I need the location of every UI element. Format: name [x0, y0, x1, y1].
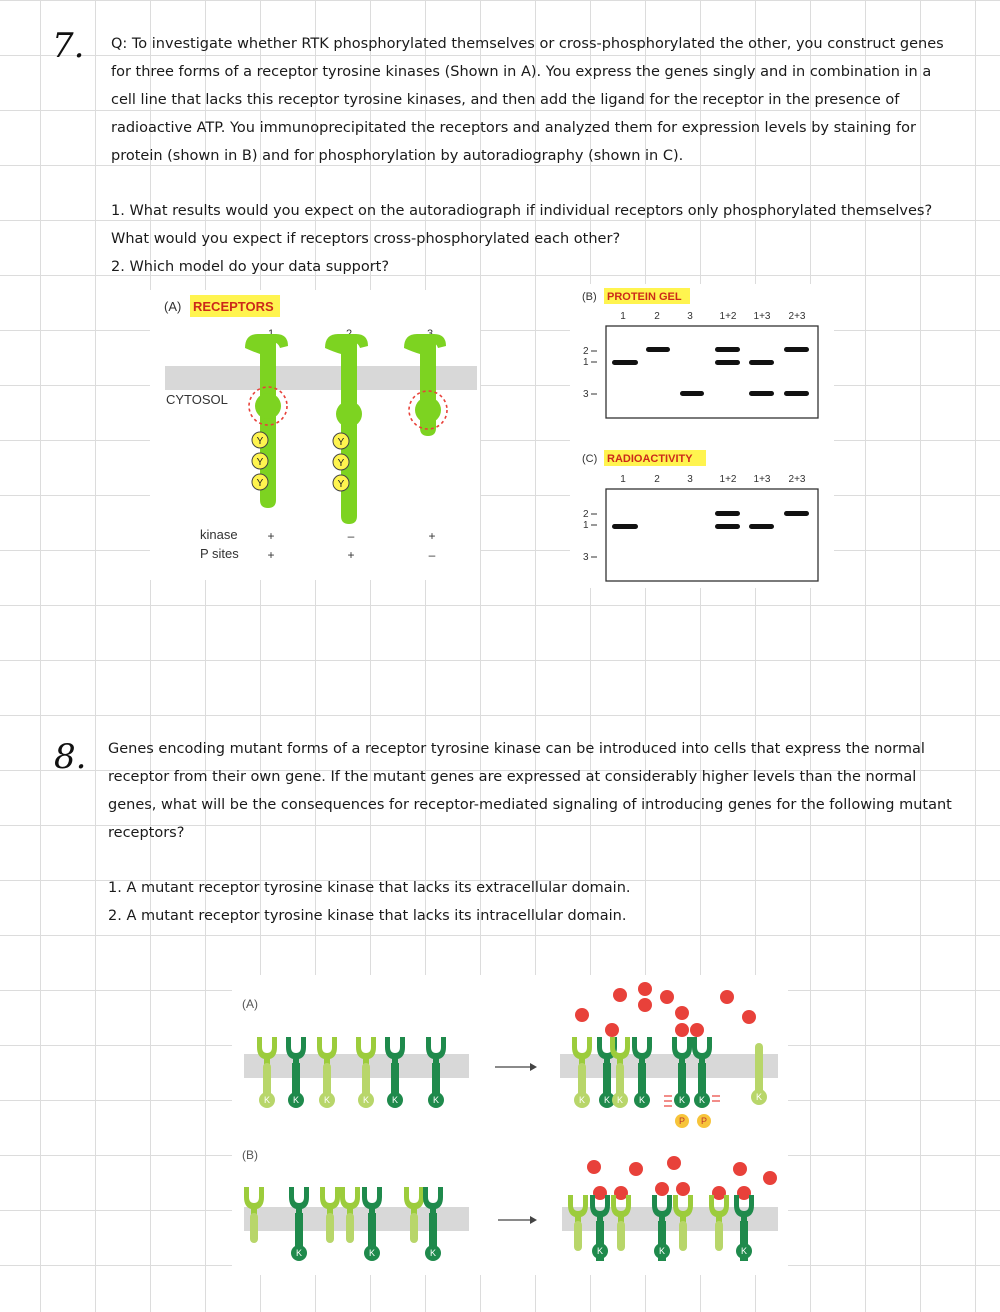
- kinase-letter: K: [429, 1248, 437, 1258]
- kinase-letter: K: [616, 1095, 624, 1105]
- band: [784, 347, 809, 352]
- figure-a-label: (A): [164, 299, 182, 314]
- marker-label: 1: [583, 520, 589, 531]
- lane-label: 1+3: [753, 474, 771, 485]
- marker-label: 2: [583, 346, 589, 357]
- text-line: 2. Which model do your data support?: [111, 259, 390, 275]
- figure-mutant-receptors: [232, 975, 788, 1275]
- phospho-letter: P: [700, 1116, 708, 1126]
- gel-b-title: PROTEIN GEL: [607, 291, 682, 303]
- figure-gels: [570, 284, 834, 588]
- kinase-letter: K: [263, 1095, 271, 1105]
- text-line: cell line that lacks this receptor tyrosine kinases, and then add the ligand for the receptor in the presence of: [111, 92, 900, 108]
- kinase-letter: K: [578, 1095, 586, 1105]
- band: [646, 347, 670, 352]
- text-line: Q: To investigate whether RTK phosphorylated themselves or cross-phosphorylated the other, you construct genes: [111, 36, 944, 52]
- kinase-letter: K: [638, 1095, 646, 1105]
- kinase-value: +: [267, 529, 275, 543]
- band: [612, 524, 638, 529]
- tyrosine-label: Y: [337, 458, 345, 469]
- kinase-letter: K: [292, 1095, 300, 1105]
- band: [784, 511, 809, 516]
- tyrosine-label: Y: [256, 457, 264, 468]
- psite-value: +: [267, 548, 275, 562]
- marker-label: 3: [583, 389, 589, 400]
- band: [784, 391, 809, 396]
- fig8-a-label: (A): [242, 997, 258, 1011]
- text-line: 2. A mutant receptor tyrosine kinase that lacks its intracellular domain.: [108, 908, 627, 924]
- kinase-letter: K: [362, 1095, 370, 1105]
- question-8-number: 8.: [54, 737, 87, 777]
- membrane: [560, 1054, 778, 1078]
- lane-label: 3: [687, 474, 693, 485]
- kinase-letter: K: [323, 1095, 331, 1105]
- text-line: radioactive ATP. You immunoprecipitated the receptors and analyzed them for expression levels by staining for: [111, 120, 916, 136]
- psites-row-label: P sites: [200, 546, 239, 561]
- phospho-letter: P: [678, 1116, 686, 1126]
- text-line: receptors?: [108, 825, 185, 841]
- kinase-letter: K: [432, 1095, 440, 1105]
- question-7-subquestions: [111, 197, 932, 281]
- kinase-row-label: kinase: [200, 527, 238, 542]
- kinase-letter: K: [698, 1095, 706, 1105]
- lane-label: 1: [620, 311, 626, 322]
- lane-label: 2+3: [788, 474, 806, 485]
- text-line: for three forms of a receptor tyrosine kinases (Shown in A). You express the genes singly and in combination in a: [111, 64, 932, 80]
- psite-value: +: [347, 548, 355, 562]
- question-7-number: 7.: [52, 26, 85, 66]
- kinase-letter: K: [755, 1092, 763, 1102]
- psite-value: –: [428, 548, 436, 562]
- text-line: receptor from their own gene. If the mutant genes are expressed at considerably higher levels than the normal: [108, 769, 917, 785]
- figure-receptors: [150, 290, 480, 580]
- kinase-letter: K: [603, 1095, 611, 1105]
- gel-c-label: (C): [582, 453, 598, 465]
- figure-a-title: RECEPTORS: [193, 299, 274, 314]
- lane-label: 1+2: [719, 474, 737, 485]
- lane-label: 2+3: [788, 311, 806, 322]
- kinase-value: –: [347, 529, 355, 543]
- question-8-subquestions: [108, 874, 631, 930]
- text-line: genes, what will be the consequences for receptor-mediated signaling of introducing genes for the following mutant: [108, 797, 952, 813]
- lane-label: 2: [654, 311, 660, 322]
- lane-label: 1: [620, 474, 626, 485]
- kinase-letter: K: [678, 1095, 686, 1105]
- question-8-text: [108, 735, 952, 847]
- kinase-letter: K: [658, 1246, 666, 1256]
- text-line: 1. A mutant receptor tyrosine kinase that lacks its extracellular domain.: [108, 880, 631, 896]
- tyrosine-label: Y: [256, 478, 264, 489]
- fig8-b-label: (B): [242, 1148, 258, 1162]
- kinase-letter: K: [368, 1248, 376, 1258]
- kinase-letter: K: [596, 1246, 604, 1256]
- tyrosine-label: Y: [337, 479, 345, 490]
- band: [680, 391, 704, 396]
- lane-label: 2: [654, 474, 660, 485]
- tyrosine-label: Y: [256, 436, 264, 447]
- band: [715, 511, 740, 516]
- gel-c-title: RADIOACTIVITY: [607, 453, 693, 465]
- kinase-letter: K: [740, 1246, 748, 1256]
- marker-label: 1: [583, 357, 589, 368]
- kinase-value: +: [428, 529, 436, 543]
- marker-label: 2: [583, 509, 589, 520]
- text-line: What would you expect if receptors cross-phosphorylated each other?: [111, 231, 621, 247]
- lane-label: 1+3: [753, 311, 771, 322]
- lane-label: 1+2: [719, 311, 737, 322]
- tyrosine-label: Y: [337, 437, 345, 448]
- kinase-letter: K: [295, 1248, 303, 1258]
- marker-label: 3: [583, 552, 589, 563]
- band: [715, 360, 740, 365]
- kinase-letter: K: [391, 1095, 399, 1105]
- lane-label: 3: [687, 311, 693, 322]
- band: [612, 360, 638, 365]
- gel-b-label: (B): [582, 291, 597, 303]
- band: [715, 524, 740, 529]
- text-line: Genes encoding mutant forms of a receptor tyrosine kinase can be introduced into cells that express the normal: [108, 741, 925, 757]
- band: [749, 360, 774, 365]
- question-7-text: [111, 30, 944, 170]
- cytosol-label: CYTOSOL: [166, 392, 228, 407]
- text-line: 1. What results would you expect on the autoradiograph if individual receptors only phosphorylated themselves?: [111, 203, 933, 219]
- band: [715, 347, 740, 352]
- band: [749, 391, 774, 396]
- band: [749, 524, 774, 529]
- text-line: protein (shown in B) and for phosphorylation by autoradiography (shown in C).: [111, 148, 684, 164]
